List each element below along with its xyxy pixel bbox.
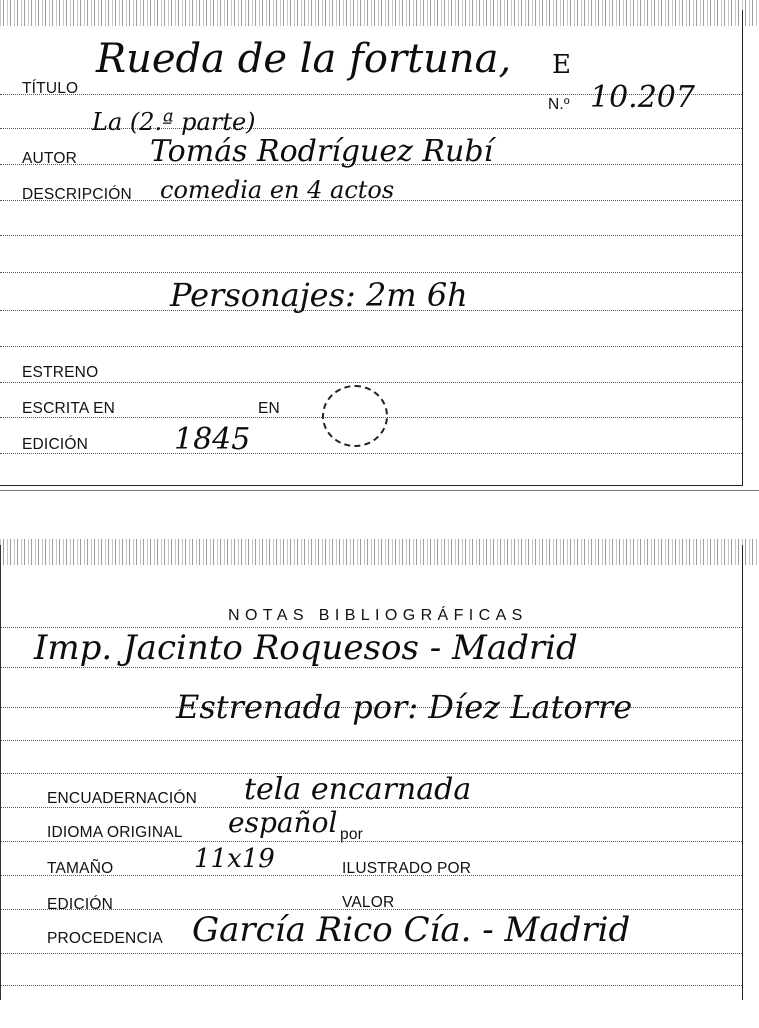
- note-line-2: Estrenada por: Díez Latorre: [176, 688, 633, 726]
- autor-value: Tomás Rodríguez Rubí: [150, 134, 494, 169]
- titulo-value: Rueda de la fortuna,: [96, 36, 512, 82]
- edicion-label-bottom: EDICIÓN: [47, 896, 113, 913]
- rule-line: [0, 235, 742, 236]
- por-label: por: [340, 826, 364, 843]
- tamano-value: 11x19: [194, 844, 275, 874]
- descripcion-label: DESCRIPCIÓN: [22, 186, 132, 203]
- titulo-value-line2: La (2.ª parte): [92, 108, 256, 136]
- rule-line: [1, 985, 742, 986]
- rule-line: [0, 346, 742, 347]
- card-separator: [0, 490, 759, 491]
- edicion-value: 1845: [174, 422, 251, 457]
- valor-label: VALOR: [342, 894, 395, 911]
- notas-heading: NOTAS BIBLIOGRÁFICAS: [228, 607, 528, 624]
- rule-line: [1, 740, 742, 741]
- descripcion-value: comedia en 4 actos: [160, 176, 395, 204]
- rule-line: [0, 272, 742, 273]
- autor-label: AUTOR: [22, 150, 77, 167]
- tamano-label: TAMAÑO: [47, 860, 114, 877]
- section-mark: E: [552, 50, 571, 80]
- en-label: EN: [258, 400, 280, 417]
- rule-line: [1, 953, 742, 954]
- ilustrado-por-label: ILUSTRADO POR: [342, 860, 472, 877]
- note-line-1: Imp. Jacinto Roquesos - Madrid: [34, 628, 578, 668]
- estreno-label: ESTRENO: [22, 364, 99, 381]
- idioma-original-value: español: [228, 806, 338, 839]
- idioma-original-label: IDIOMA ORIGINAL: [47, 824, 183, 841]
- rule-line: [0, 453, 742, 454]
- encuadernacion-value: tela encarnada: [244, 772, 472, 807]
- procedencia-label: PROCEDENCIA: [47, 930, 163, 947]
- encuadernacion-label: ENCUADERNACIÓN: [47, 790, 198, 807]
- rule-line: [0, 382, 742, 383]
- personajes-note: Personajes: 2m 6h: [170, 276, 468, 314]
- titulo-label: TÍTULO: [22, 80, 79, 97]
- numero-label: N.º: [548, 96, 570, 113]
- stamp-circle: [322, 385, 388, 447]
- numero-value: 10.207: [590, 80, 695, 115]
- edicion-label: EDICIÓN: [22, 436, 88, 453]
- procedencia-value: García Rico Cía. - Madrid: [192, 910, 631, 950]
- escrita-en-label: ESCRITA EN: [22, 400, 116, 417]
